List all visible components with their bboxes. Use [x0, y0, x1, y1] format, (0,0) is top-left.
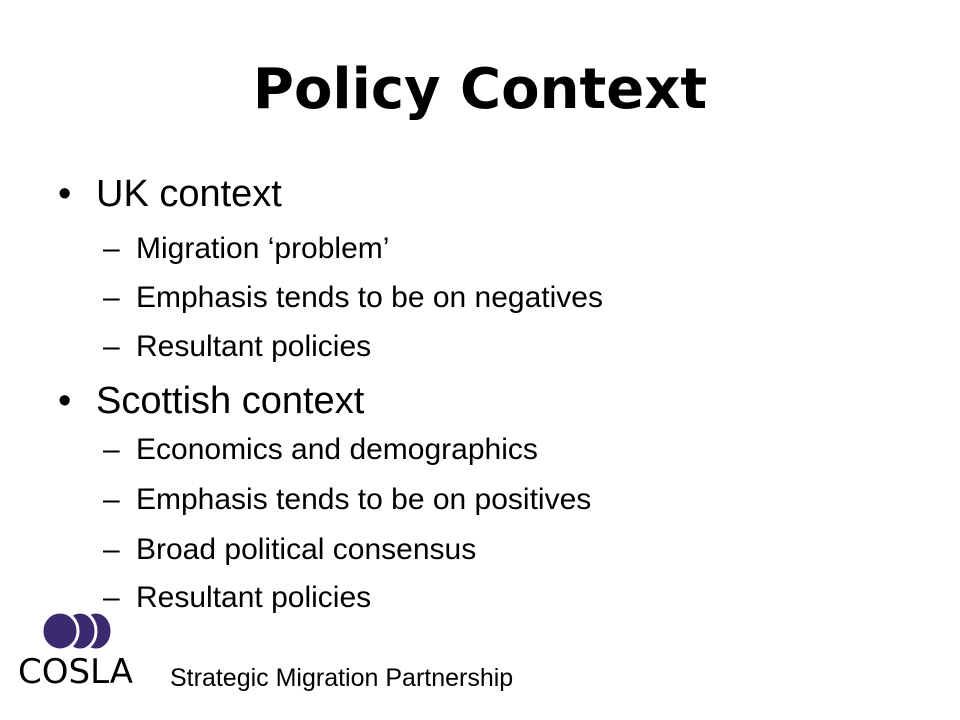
footer-subtitle: Strategic Migration Partnership [170, 664, 514, 692]
dash-icon: – [103, 581, 120, 614]
dash-icon: – [103, 281, 120, 314]
list-item-label: Emphasis tends to be on negatives [136, 281, 603, 314]
bullet-icon: • [58, 380, 72, 422]
logo-circle [42, 612, 78, 650]
list-item-label: Broad political consensus [136, 533, 477, 566]
dash-icon: – [103, 483, 120, 516]
list-item-label: Economics and demographics [136, 433, 538, 466]
list-item-label: Migration ‘problem’ [136, 232, 390, 265]
bullet-icon: • [58, 173, 72, 215]
dash-icon: – [103, 330, 120, 363]
logo-wordmark: COSLA [18, 652, 134, 692]
section-heading-label: Scottish context [96, 380, 365, 422]
list-item-label: Resultant policies [136, 330, 372, 363]
dash-icon: – [103, 533, 120, 566]
section-heading-label: UK context [96, 173, 282, 215]
dash-icon: – [103, 433, 120, 466]
list-item-label: Emphasis tends to be on positives [136, 483, 592, 516]
slide-title: Policy Context [252, 57, 708, 122]
dash-icon: – [103, 232, 120, 265]
list-item-label: Resultant policies [136, 581, 372, 614]
